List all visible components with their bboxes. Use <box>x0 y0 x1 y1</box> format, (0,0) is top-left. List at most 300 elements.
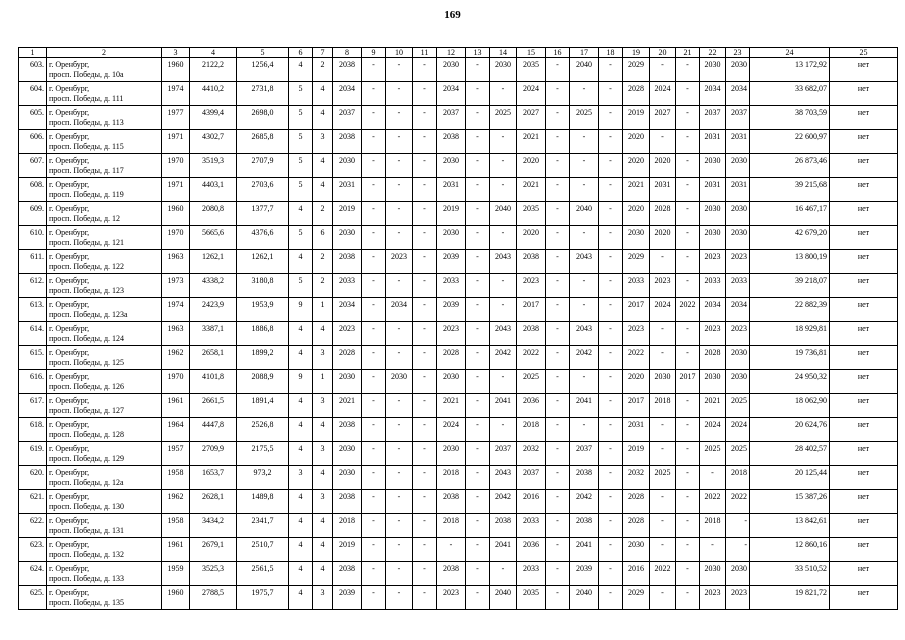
table-cell-col-18: - <box>599 202 623 226</box>
column-number-15: 15 <box>517 48 546 58</box>
table-cell-col-5: 1886,8 <box>237 322 289 346</box>
table-cell-col-7: 2 <box>313 202 333 226</box>
table-cell-col-5: 1489,8 <box>237 490 289 514</box>
table-cell-col-21: - <box>676 82 700 106</box>
table-cell-col-4: 2661,5 <box>190 394 237 418</box>
table-cell-col-16: - <box>546 226 570 250</box>
row-number: 605. <box>19 106 47 130</box>
table-cell-col-11: - <box>413 130 437 154</box>
table-cell-col-24: 13 842,61 <box>750 514 830 538</box>
table-cell-col-19: 2016 <box>623 562 650 586</box>
address-cell <box>47 562 162 586</box>
table-cell-col-9: - <box>362 562 386 586</box>
table-cell-col-6: 4 <box>289 442 313 466</box>
table-cell-col-23: 2023 <box>726 322 750 346</box>
row-number: 608. <box>19 178 47 202</box>
table-cell-col-15: 2035 <box>517 586 546 610</box>
address-city: г. Оренбург, <box>49 443 90 453</box>
table-cell-col-5: 973,2 <box>237 466 289 490</box>
address-street: просп. Победы, д. 113 <box>49 117 124 127</box>
table-cell-col-17: 2043 <box>570 322 599 346</box>
table-cell-col-11: - <box>413 178 437 202</box>
table-cell-col-8: 2038 <box>333 58 362 82</box>
table-row <box>19 466 898 490</box>
table-cell-col-4: 2679,1 <box>190 538 237 562</box>
column-number-11: 11 <box>413 48 437 58</box>
table-cell-col-8: 2030 <box>333 226 362 250</box>
table-cell-col-18: - <box>599 106 623 130</box>
table-cell-col-25: нет <box>830 250 898 274</box>
table-cell-col-16: - <box>546 250 570 274</box>
table-cell-col-6: 9 <box>289 370 313 394</box>
table-cell-col-11: - <box>413 106 437 130</box>
table-cell-col-17: - <box>570 274 599 298</box>
table-cell-col-9: - <box>362 250 386 274</box>
table-cell-col-6: 5 <box>289 178 313 202</box>
table-cell-col-25: нет <box>830 226 898 250</box>
address-city: г. Оренбург, <box>49 251 90 261</box>
table-cell-col-12: 2018 <box>437 514 466 538</box>
table-cell-col-11: - <box>413 82 437 106</box>
table-cell-col-5: 2175,5 <box>237 442 289 466</box>
table-cell-col-3: 1970 <box>162 154 190 178</box>
column-number-22: 22 <box>700 48 726 58</box>
address-city: г. Оренбург, <box>49 59 90 69</box>
table-cell-col-3: 1973 <box>162 274 190 298</box>
address-street: просп. Победы, д. 123 <box>49 285 125 295</box>
table-cell-col-4: 4302,7 <box>190 130 237 154</box>
table-cell-col-16: - <box>546 418 570 442</box>
table-cell-col-18: - <box>599 370 623 394</box>
table-cell-col-3: 1977 <box>162 106 190 130</box>
table-cell-col-7: 3 <box>313 394 333 418</box>
table-cell-col-4: 3387,1 <box>190 322 237 346</box>
table-cell-col-6: 4 <box>289 586 313 610</box>
column-number-10: 10 <box>386 48 413 58</box>
table-row <box>19 346 898 370</box>
table-cell-col-19: 2028 <box>623 490 650 514</box>
table-cell-col-20: 2018 <box>650 394 676 418</box>
table-cell-col-22: 2021 <box>700 394 726 418</box>
table-cell-col-6: 4 <box>289 322 313 346</box>
table-cell-col-18: - <box>599 154 623 178</box>
table-cell-col-8: 2038 <box>333 418 362 442</box>
table-cell-col-18: - <box>599 418 623 442</box>
table-cell-col-10: - <box>386 154 413 178</box>
table-cell-col-23: 2018 <box>726 466 750 490</box>
table-cell-col-24: 16 467,17 <box>750 202 830 226</box>
table-cell-col-19: 2033 <box>623 274 650 298</box>
table-cell-col-11: - <box>413 442 437 466</box>
address-cell <box>47 322 162 346</box>
table-cell-col-14: 2043 <box>490 250 517 274</box>
table-cell-col-14: 2042 <box>490 346 517 370</box>
row-number: 603. <box>19 58 47 82</box>
address-city: г. Оренбург, <box>49 275 90 285</box>
table-cell-col-22: 2018 <box>700 514 726 538</box>
table-cell-col-7: 4 <box>313 418 333 442</box>
table-cell-col-11: - <box>413 202 437 226</box>
table-cell-col-13: - <box>466 442 490 466</box>
table-cell-col-9: - <box>362 418 386 442</box>
address-street: просп. Победы, д. 117 <box>49 165 124 175</box>
table-cell-col-13: - <box>466 298 490 322</box>
table-cell-col-25: нет <box>830 106 898 130</box>
column-number-4: 4 <box>190 48 237 58</box>
table-cell-col-20: - <box>650 586 676 610</box>
table-cell-col-14: 2025 <box>490 106 517 130</box>
table-cell-col-8: 2030 <box>333 442 362 466</box>
page-number: 169 <box>444 9 461 21</box>
table-cell-col-8: 2019 <box>333 202 362 226</box>
table-cell-col-18: - <box>599 586 623 610</box>
table-row <box>19 418 898 442</box>
table-cell-col-12: 2034 <box>437 82 466 106</box>
table-cell-col-23: 2030 <box>726 58 750 82</box>
table-cell-col-4: 2658,1 <box>190 346 237 370</box>
table-cell-col-13: - <box>466 82 490 106</box>
table-cell-col-23: 2025 <box>726 442 750 466</box>
table-cell-col-20: 2023 <box>650 274 676 298</box>
address-city: г. Оренбург, <box>49 227 90 237</box>
table-cell-col-18: - <box>599 130 623 154</box>
table-cell-col-17: - <box>570 82 599 106</box>
table-cell-col-8: 2030 <box>333 154 362 178</box>
table-cell-col-14: 2043 <box>490 466 517 490</box>
table-row <box>19 586 898 610</box>
table-cell-col-3: 1959 <box>162 562 190 586</box>
column-number-19: 19 <box>623 48 650 58</box>
table-cell-col-11: - <box>413 154 437 178</box>
address-city: г. Оренбург, <box>49 299 90 309</box>
row-number: 610. <box>19 226 47 250</box>
table-cell-col-8: 2038 <box>333 490 362 514</box>
table-cell-col-13: - <box>466 322 490 346</box>
table-cell-col-11: - <box>413 370 437 394</box>
table-cell-col-3: 1961 <box>162 394 190 418</box>
table-cell-col-24: 26 873,46 <box>750 154 830 178</box>
table-cell-col-15: 2036 <box>517 538 546 562</box>
table-cell-col-15: 2037 <box>517 466 546 490</box>
table-cell-col-16: - <box>546 442 570 466</box>
table-cell-col-7: 4 <box>313 562 333 586</box>
table-cell-col-8: 2037 <box>333 106 362 130</box>
table-cell-col-19: 2020 <box>623 154 650 178</box>
table-cell-col-11: - <box>413 394 437 418</box>
table-cell-col-12: - <box>437 538 466 562</box>
table-cell-col-23: 2023 <box>726 586 750 610</box>
table-cell-col-23: 2033 <box>726 274 750 298</box>
table-cell-col-23: 2030 <box>726 346 750 370</box>
table-cell-col-16: - <box>546 130 570 154</box>
table-cell-col-19: 2030 <box>623 538 650 562</box>
table-cell-col-25: нет <box>830 490 898 514</box>
table-cell-col-14: 2040 <box>490 586 517 610</box>
table-cell-col-15: 2018 <box>517 418 546 442</box>
table-cell-col-13: - <box>466 130 490 154</box>
table-cell-col-8: 2034 <box>333 82 362 106</box>
table-cell-col-15: 2032 <box>517 442 546 466</box>
table-cell-col-15: 2021 <box>517 130 546 154</box>
table-cell-col-9: - <box>362 154 386 178</box>
table-cell-col-5: 2698,0 <box>237 106 289 130</box>
address-city: г. Оренбург, <box>49 155 90 165</box>
table-cell-col-11: - <box>413 226 437 250</box>
table-cell-col-23: 2031 <box>726 178 750 202</box>
table-cell-col-16: - <box>546 346 570 370</box>
table-cell-col-12: 2021 <box>437 394 466 418</box>
address-street: просп. Победы, д. 129 <box>49 453 125 463</box>
address-city: г. Оренбург, <box>49 179 90 189</box>
table-cell-col-14: 2041 <box>490 538 517 562</box>
table-cell-col-10: 2023 <box>386 250 413 274</box>
table-cell-col-14: 2037 <box>490 442 517 466</box>
table-cell-col-6: 5 <box>289 82 313 106</box>
address-city: г. Оренбург, <box>49 203 90 213</box>
row-number: 624. <box>19 562 47 586</box>
table-cell-col-13: - <box>466 418 490 442</box>
table-cell-col-14: 2038 <box>490 514 517 538</box>
address-cell <box>47 130 162 154</box>
table-cell-col-7: 4 <box>313 82 333 106</box>
column-number-13: 13 <box>466 48 490 58</box>
address-street: просп. Победы, д. 131 <box>49 525 125 535</box>
table-cell-col-18: - <box>599 178 623 202</box>
table-cell-col-23: 2037 <box>726 106 750 130</box>
table-cell-col-9: - <box>362 130 386 154</box>
table-cell-col-19: 2020 <box>623 370 650 394</box>
row-number: 614. <box>19 322 47 346</box>
table-cell-col-14: 2041 <box>490 394 517 418</box>
table-cell-col-16: - <box>546 58 570 82</box>
table-cell-col-25: нет <box>830 442 898 466</box>
column-number-7: 7 <box>313 48 333 58</box>
row-number: 618. <box>19 418 47 442</box>
table-row <box>19 322 898 346</box>
table-cell-col-8: 2038 <box>333 130 362 154</box>
address-cell <box>47 538 162 562</box>
table-cell-col-5: 2341,7 <box>237 514 289 538</box>
table-row <box>19 538 898 562</box>
table-cell-col-25: нет <box>830 346 898 370</box>
table-cell-col-24: 19 821,72 <box>750 586 830 610</box>
table-cell-col-6: 5 <box>289 274 313 298</box>
table-cell-col-25: нет <box>830 562 898 586</box>
table-cell-col-13: - <box>466 178 490 202</box>
table-cell-col-16: - <box>546 490 570 514</box>
table-cell-col-6: 5 <box>289 130 313 154</box>
table-cell-col-21: - <box>676 322 700 346</box>
table-cell-col-24: 38 703,59 <box>750 106 830 130</box>
table-cell-col-5: 1262,1 <box>237 250 289 274</box>
address-street: просп. Победы, д. 10а <box>49 69 124 79</box>
table-cell-col-17: - <box>570 178 599 202</box>
table-cell-col-17: 2041 <box>570 538 599 562</box>
table-cell-col-8: 2023 <box>333 322 362 346</box>
table-cell-col-7: 2 <box>313 274 333 298</box>
address-city: г. Оренбург, <box>49 323 90 333</box>
address-street: просп. Победы, д. 122 <box>49 261 125 271</box>
table-row <box>19 82 898 106</box>
table-cell-col-21: - <box>676 490 700 514</box>
table-cell-col-20: - <box>650 250 676 274</box>
table-cell-col-10: - <box>386 106 413 130</box>
table-cell-col-17: 2039 <box>570 562 599 586</box>
column-number-3: 3 <box>162 48 190 58</box>
table-cell-col-21: - <box>676 250 700 274</box>
table-cell-col-8: 2033 <box>333 274 362 298</box>
row-number: 620. <box>19 466 47 490</box>
table-cell-col-7: 4 <box>313 154 333 178</box>
table-cell-col-9: - <box>362 82 386 106</box>
table-cell-col-13: - <box>466 514 490 538</box>
table-cell-col-6: 4 <box>289 490 313 514</box>
table-cell-col-17: - <box>570 298 599 322</box>
table-cell-col-10: - <box>386 466 413 490</box>
table-cell-col-7: 2 <box>313 58 333 82</box>
table-cell-col-11: - <box>413 586 437 610</box>
table-cell-col-7: 3 <box>313 130 333 154</box>
table-cell-col-19: 2031 <box>623 418 650 442</box>
address-cell <box>47 106 162 130</box>
table-cell-col-11: - <box>413 562 437 586</box>
table-cell-col-3: 1970 <box>162 370 190 394</box>
table-cell-col-14: - <box>490 154 517 178</box>
table-cell-col-7: 4 <box>313 538 333 562</box>
table-cell-col-7: 3 <box>313 442 333 466</box>
table-cell-col-15: 2038 <box>517 250 546 274</box>
table-cell-col-18: - <box>599 442 623 466</box>
table-cell-col-15: 2024 <box>517 82 546 106</box>
table-cell-col-7: 4 <box>313 322 333 346</box>
table-cell-col-16: - <box>546 274 570 298</box>
table-cell-col-22: 2033 <box>700 274 726 298</box>
column-number-18: 18 <box>599 48 623 58</box>
table-cell-col-22: 2030 <box>700 226 726 250</box>
table-cell-col-13: - <box>466 538 490 562</box>
table-cell-col-18: - <box>599 562 623 586</box>
address-street: просп. Победы, д. 132 <box>49 549 125 559</box>
table-cell-col-7: 3 <box>313 490 333 514</box>
address-cell <box>47 346 162 370</box>
table-cell-col-9: - <box>362 514 386 538</box>
table-cell-col-5: 2731,8 <box>237 82 289 106</box>
table-row <box>19 514 898 538</box>
table-cell-col-6: 3 <box>289 466 313 490</box>
table-cell-col-5: 3180,8 <box>237 274 289 298</box>
table-cell-col-8: 2039 <box>333 586 362 610</box>
table-cell-col-5: 2088,9 <box>237 370 289 394</box>
column-number-1: 1 <box>19 48 47 58</box>
table-cell-col-6: 4 <box>289 346 313 370</box>
table-cell-col-7: 6 <box>313 226 333 250</box>
table-cell-col-17: - <box>570 370 599 394</box>
table-cell-col-10: - <box>386 178 413 202</box>
table-cell-col-19: 2020 <box>623 202 650 226</box>
table-cell-col-21: - <box>676 562 700 586</box>
table-cell-col-21: - <box>676 226 700 250</box>
address-city: г. Оренбург, <box>49 107 90 117</box>
row-number: 613. <box>19 298 47 322</box>
table-cell-col-6: 5 <box>289 226 313 250</box>
table-cell-col-4: 5665,6 <box>190 226 237 250</box>
table-cell-col-15: 2023 <box>517 274 546 298</box>
table-cell-col-20: 2024 <box>650 298 676 322</box>
table-cell-col-11: - <box>413 490 437 514</box>
table-row <box>19 58 898 82</box>
table-row <box>19 130 898 154</box>
table-cell-col-18: - <box>599 58 623 82</box>
table-cell-col-11: - <box>413 418 437 442</box>
table-cell-col-21: - <box>676 346 700 370</box>
table-cell-col-12: 2038 <box>437 490 466 514</box>
column-number-8: 8 <box>333 48 362 58</box>
table-cell-col-3: 1971 <box>162 178 190 202</box>
table-cell-col-20: 2031 <box>650 178 676 202</box>
table-cell-col-10: - <box>386 130 413 154</box>
table-cell-col-13: - <box>466 202 490 226</box>
table-cell-col-17: 2041 <box>570 394 599 418</box>
column-number-9: 9 <box>362 48 386 58</box>
table-cell-col-5: 2510,7 <box>237 538 289 562</box>
table-cell-col-18: - <box>599 394 623 418</box>
table-cell-col-20: - <box>650 514 676 538</box>
table-cell-col-7: 3 <box>313 586 333 610</box>
table-cell-col-3: 1974 <box>162 298 190 322</box>
row-number: 623. <box>19 538 47 562</box>
table-cell-col-21: 2022 <box>676 298 700 322</box>
table-cell-col-14: 2040 <box>490 202 517 226</box>
table-cell-col-3: 1958 <box>162 466 190 490</box>
address-cell <box>47 514 162 538</box>
column-number-25: 25 <box>830 48 898 58</box>
address-street: просп. Победы, д. 115 <box>49 141 124 151</box>
table-cell-col-20: - <box>650 538 676 562</box>
table-cell-col-24: 20 125,44 <box>750 466 830 490</box>
table-cell-col-24: 18 062,90 <box>750 394 830 418</box>
table-cell-col-7: 4 <box>313 466 333 490</box>
table-cell-col-4: 3519,3 <box>190 154 237 178</box>
table-cell-col-24: 39 215,68 <box>750 178 830 202</box>
table-row <box>19 562 898 586</box>
table-cell-col-20: - <box>650 346 676 370</box>
table-cell-col-20: 2020 <box>650 154 676 178</box>
table-cell-col-25: нет <box>830 130 898 154</box>
table-cell-col-25: нет <box>830 538 898 562</box>
table-cell-col-19: 2029 <box>623 250 650 274</box>
table-cell-col-8: 2034 <box>333 298 362 322</box>
table-cell-col-3: 1963 <box>162 322 190 346</box>
table-cell-col-7: 4 <box>313 178 333 202</box>
address-cell <box>47 154 162 178</box>
table-cell-col-4: 2788,5 <box>190 586 237 610</box>
table-cell-col-21: - <box>676 178 700 202</box>
table-cell-col-8: 2038 <box>333 250 362 274</box>
table-cell-col-11: - <box>413 538 437 562</box>
table-cell-col-24: 42 679,20 <box>750 226 830 250</box>
table-cell-col-25: нет <box>830 274 898 298</box>
table-cell-col-12: 2031 <box>437 178 466 202</box>
address-street: просп. Победы, д. 125 <box>49 357 125 367</box>
table-cell-col-17: 2043 <box>570 250 599 274</box>
table-cell-col-25: нет <box>830 466 898 490</box>
table-cell-col-13: - <box>466 274 490 298</box>
table-cell-col-14: 2030 <box>490 58 517 82</box>
table-cell-col-25: нет <box>830 82 898 106</box>
table-cell-col-18: - <box>599 226 623 250</box>
table-cell-col-3: 1974 <box>162 82 190 106</box>
table-cell-col-5: 2685,8 <box>237 130 289 154</box>
